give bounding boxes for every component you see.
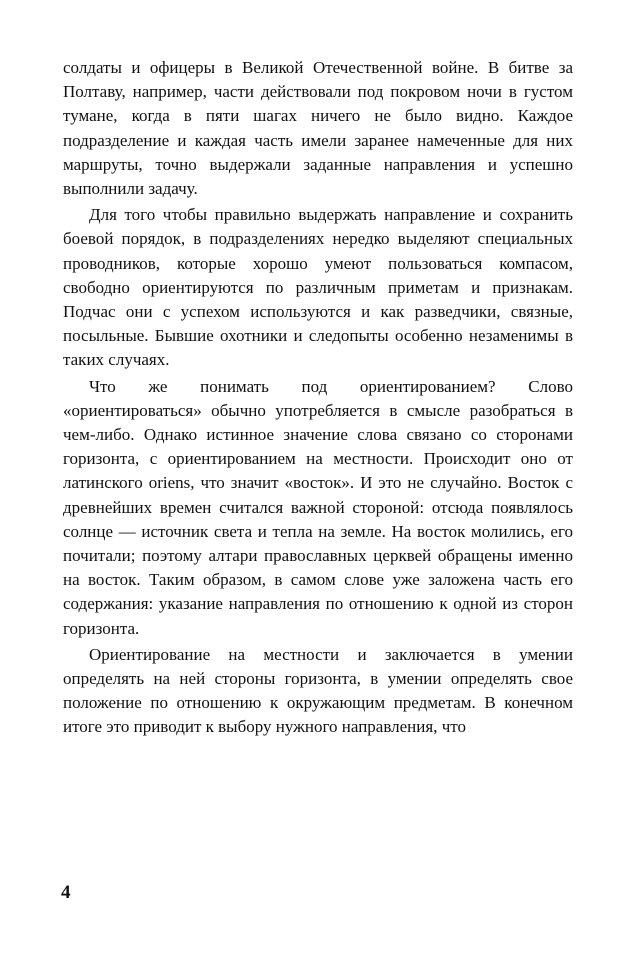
paragraph-1: солдаты и офицеры в Великой Отечественной войне. В битве за Полтаву, например, части действовали под покровом ночи в густом тумане, когда в пяти шагах ничего не было видно. Каждое подразделение и каждая часть имели заранее намеченные для них маршруты, точно выдержали заданные направления и успешно выполнили задачу. [63, 58, 573, 199]
page-text [63, 56, 573, 740]
page-number: 4 [61, 882, 71, 903]
paragraph-3: Что же понимать под ориентированием? Слово «ориентироваться» обычно употребляется в смысле разобраться в чем-либо. Однако истинное значение слова связано со сторонами горизонта, с ориентированием на местности. Происходит оно от латинского oriens, что значит «восток». И это не случайно. Восток с древнейших времен считался важной стороной: отсюда появлялось солнце — источник света и тепла на земле. На восток молились, его почитали; поэтому алтари православных церквей обращены именно на восток. Таким образом, в самом слове уже заложена часть его содержания: указание направления по отношению к одной из сторон горизонта. [63, 376, 573, 638]
paragraph-2: Для того чтобы правильно выдержать направление и сохранить боевой порядок, в подразделениях нередко выделяют специальных проводников, которые хорошо умеют пользоваться компасом, свободно ориентируются по различным приметам и признакам. Подчас они с успехом используются и как разведчики, связные, посыльные. Бывшие охотники и следопыты особенно незаменимы в таких случаях. [63, 205, 573, 370]
paragraph-4: Ориентирование на местности и заключается в умении определять на ней стороны горизонта, в умении определять свое положение по отношению к окружающим предметам. В конечном итоге это приводит к выбору нужного направления, что [63, 644, 573, 737]
